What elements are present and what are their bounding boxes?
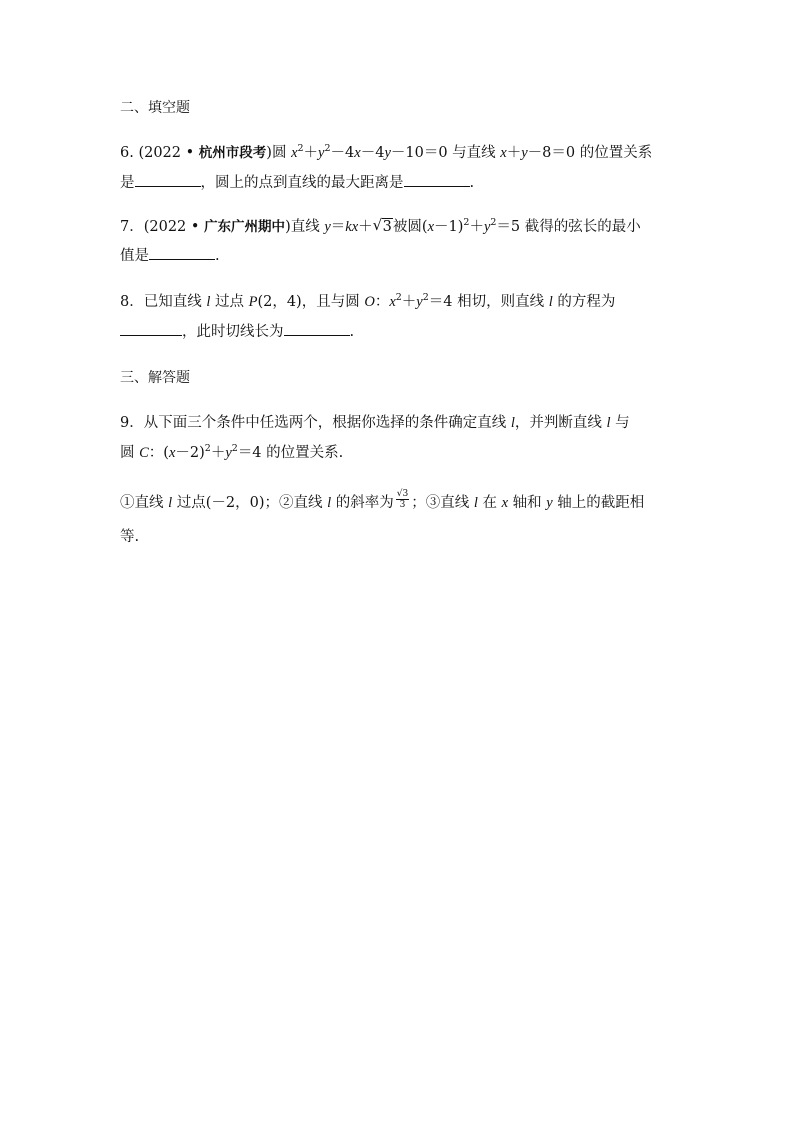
question-6-text-a: )圆 bbox=[266, 145, 292, 161]
question-8-text-b: ，此时切线长为 bbox=[182, 324, 284, 340]
question-7-line-1 bbox=[120, 217, 641, 237]
question-7-text-c: . bbox=[215, 248, 220, 264]
fraction-sqrt3-over-3: $\frac{√3}{3}$ bbox=[396, 489, 409, 510]
question-7-body: )直线 y＝kx＋ √ 3被圆$(x-1)^2+y^2=5$ 截得的弦长的最小 bbox=[285, 216, 641, 235]
question-9-line-1 bbox=[120, 413, 630, 433]
question-6-line-2 bbox=[120, 173, 474, 193]
section-title-fill-blank: 二、填空题 bbox=[120, 100, 190, 116]
question-9-circle: 圆 C：$(x-2)^2+y^2=4$ 的位置关系. bbox=[120, 443, 344, 461]
question-6-source: 杭州市段考 bbox=[198, 145, 267, 161]
question-6-text-c: 的位置关系 bbox=[575, 145, 653, 161]
question-7-prefix: 7．(2022 • bbox=[120, 219, 205, 235]
question-9-body: 9．从下面三个条件中任选两个，根据你选择的条件确定直线 l，并判断直线 l 与 bbox=[120, 415, 630, 431]
question-6-line-equation: x＋y－8＝0 bbox=[500, 145, 576, 161]
answer-blank[interactable] bbox=[404, 174, 470, 187]
question-6-text-d: 是 bbox=[120, 175, 135, 191]
sqrt-symbol: √ 3 bbox=[372, 216, 392, 235]
question-6-line-1 bbox=[120, 143, 652, 163]
question-8-body: 8．已知直线 l 过点 P(2，4)，且与圆 O：$x^2+y^2=4$ 相切，则直线 l 的方程为 bbox=[120, 292, 616, 310]
question-8-line-2 bbox=[120, 322, 354, 342]
question-9-conditions: ①直线 l 过点(－2，0)；②直线 l 的斜率为 $\frac{√3}{3}$ ；③直线 l 在 x 轴和 y 轴上的截距相 bbox=[120, 489, 645, 511]
question-6-text-b: 与直线 bbox=[447, 145, 501, 161]
answer-blank[interactable] bbox=[284, 323, 350, 336]
question-8-line-1 bbox=[120, 292, 615, 312]
question-7-line-2 bbox=[120, 246, 220, 266]
question-7-source: 广东广州期中 bbox=[204, 219, 286, 235]
question-9-line-2 bbox=[120, 443, 343, 463]
answer-blank[interactable] bbox=[120, 323, 182, 336]
question-6-prefix: 6. (2022 • bbox=[120, 145, 199, 161]
question-6-text-f: . bbox=[469, 175, 475, 191]
question-9-conditions-line-1 bbox=[120, 489, 645, 513]
question-6-circle-equation: $x^2+y^2-4x-4y-10=0$ bbox=[291, 143, 448, 161]
question-6-text-e: ，圆上的点到直线的最大距离是 bbox=[200, 175, 404, 191]
answer-blank[interactable] bbox=[135, 174, 201, 187]
section-title-answer: 三、解答题 bbox=[120, 370, 190, 386]
question-8-text-c: . bbox=[349, 324, 355, 340]
answer-blank[interactable] bbox=[149, 247, 215, 260]
question-7-text-b: 值是 bbox=[120, 248, 149, 264]
question-9-conditions-line-2: 等. bbox=[120, 529, 140, 545]
